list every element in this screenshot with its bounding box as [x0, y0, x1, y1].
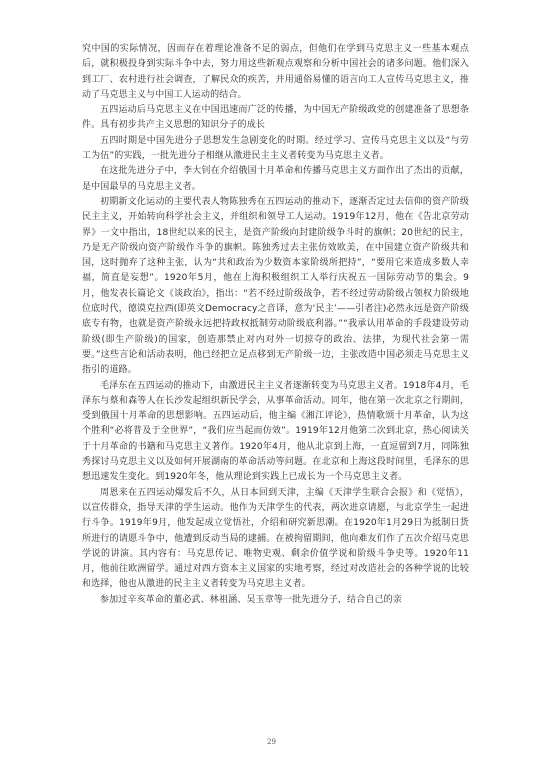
paragraph: 初期新文化运动的主要代表人物陈独秀在五四运动的推动下，逐渐否定过去信仰的资产阶级民主主义，开始转向科学社会主义，并组织和领导工人运动。1919年12月，他在《告北京劳动界》一文中指出，18世纪以来的民主，是资产阶级向封建阶级争斗时的旗帜；20世纪的民主，乃是无产阶级向资产阶级作斗争的旗帜。陈独秀过去主张仿效欧美，在中国建立资产阶级共和国，这时抛弃了这种主张，认为“共和政治为少数资本家阶级所把持”，“要用它来造成多数人幸福，简直是妄想”。1920年5月，他在上海积极组织工人举行庆祝五一国际劳动节的集会。9月，他发表长篇论文《谈政治》，指出：“若不经过阶级战争，若不经过劳动阶级占领权力阶级地位底时代，德谟克拉西(即英文Democracy之音译，意为‘民主’——引者注)必然永远是资产阶级底专有物，也就是资产阶级永远把持政权抵制劳动阶级底利器。”“我承认用革命的手段建设劳动阶级(即生产阶级)的国家，创造那禁止对内对外一切掠夺的政治、法律，为现代社会第一需要。”这些言论和活动表明，他已经把立足点移到无产阶级一边，主张改造中国必须走马克思主义指引的道路。: [82, 196, 469, 376]
paragraph: 五四运动后马克思主义在中国迅速而广泛的传播，为中国无产阶级政党的创建准备了思想条件。具有初步共产主义思想的知识分子的成长: [82, 105, 469, 131]
paragraph: 五四时期是中国先进分子思想发生急剧变化的时期。经过学习、宣传马克思主义以及“与劳工为伍”的实践，一批先进分子相继从激进民主主义者转变为马克思主义者。: [82, 135, 469, 162]
paragraph: 究中国的实际情况，因而存在着理论准备不足的弱点，但他们在学到马克思主义一些基本观点后，就积极投身到实际斗争中去，努力用这些新观点观察和分析中国社会的诸多问题。他们深入到工厂、农村进行社会调查，了解民众的疾苦，并用通俗易懂的语言向工人宣传马克思主义，推动了马克思主义与中国工人运动的结合。: [82, 44, 469, 100]
paragraph: 参加过辛亥革命的董必武、林祖涵、吴玉章等一批先进分子，结合自己的亲: [100, 594, 402, 605]
paragraph: 周恩来在五四运动爆发后不久，从日本回到天津，主编《天津学生联合会报》和《觉悟》，以宣传群众，指导天津的学生运动。他作为天津学生的代表，两次进京请愿，与北京学生一起进行斗争。1919年9月，他发起成立觉悟社，介绍和研究新思潮。在1920年1月29日为抵制日货所进行的请愿斗争中，他遭到反动当局的逮捕。在被拘留期间，他向难友们作了五次介绍马克思学说的讲演。其内容有：马克思传记、唯物史观、剩余价值学说和阶级斗争史等。1920年11月，他前往欧洲留学。通过对西方资本主义国家的实地考察，经过对改造社会的各种学说的比较和选择，他也从激进的民主主义者转变为马克思主义者。: [82, 487, 469, 590]
page-number: 29: [267, 738, 276, 746]
paragraph: 在这批先进分子中，李大钊在介绍俄国十月革命和传播马克思主义方面作出了杰出的贡献，是中国最早的马克思主义者。: [82, 166, 469, 192]
body-text: [82, 42, 469, 608]
paragraph: 毛泽东在五四运动的推动下，由激进民主主义者逐渐转变为马克思主义者。1918年4月，毛泽东与蔡和森等人在长沙发起组织新民学会，从事革命活动。同年，他在第一次北京之行期间，受到俄国十月革命的思想影响。五四运动后，他主编《湘江评论》，热情歌颂十月革命，认为这个胜利“必将普及于全世界”，“我们应当起而仿效”。1919年12月他第二次到北京，热心阅读关于十月革命的书籍和马克思主义著作。1920年4月，他从北京到上海，一直逗留到7月，同陈独秀探讨马克思主义以及如何开展湖南的革命活动等问题。在北京和上海这段时间里，毛泽东的思想迅速发生变化。到1920年冬，他从理论到实践上已成长为一个马克思主义者。: [82, 380, 469, 483]
